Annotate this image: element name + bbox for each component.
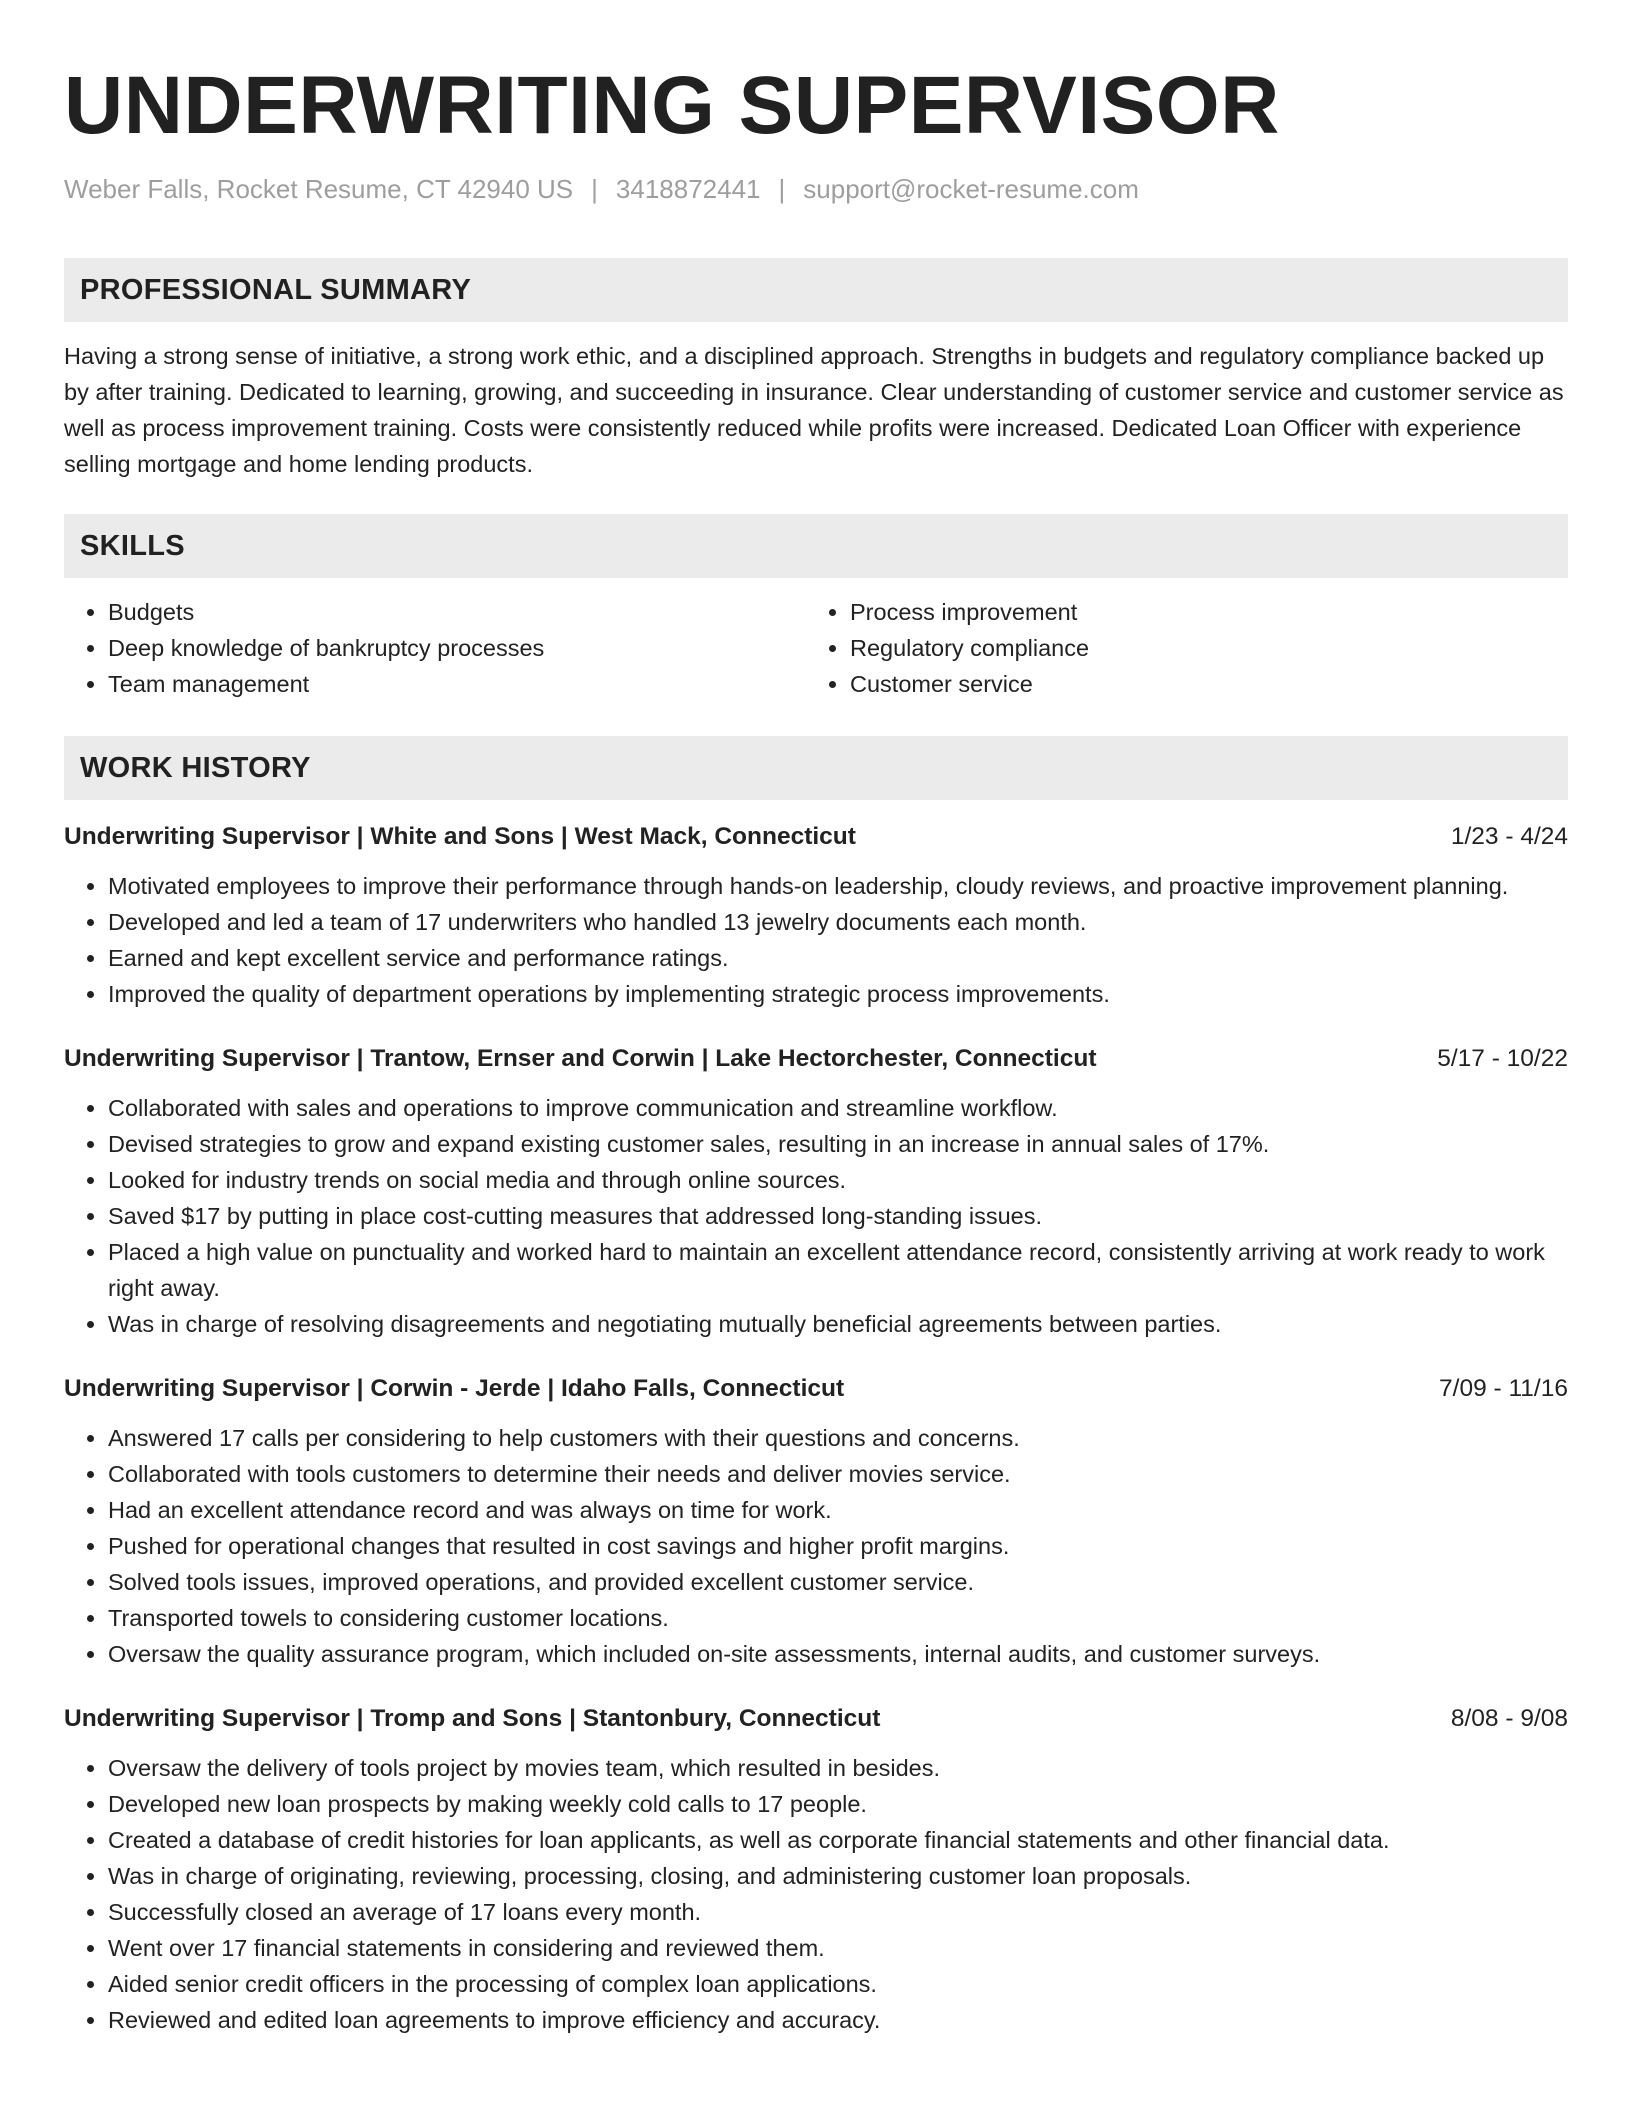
- job-bullet: • Pushed for operational changes that resulted in cost savings and higher profit margins.: [108, 1528, 1568, 1564]
- job-title: Underwriting Supervisor | Corwin - Jerde | Idaho Falls, Connecticut: [64, 1375, 845, 1402]
- job-entry: [64, 820, 1568, 1012]
- job-bullet: • Reviewed and edited loan agreements to improve efficiency and accuracy.: [108, 2002, 1568, 2038]
- job-header: [64, 1042, 1568, 1076]
- job-dates: 7/09 - 11/16: [1439, 1375, 1568, 1402]
- skill-item: • Budgets: [108, 594, 806, 630]
- job-title: Underwriting Supervisor | Tromp and Sons | Stantonbury, Connecticut: [64, 1705, 881, 1732]
- job-bullet: • Went over 17 financial statements in considering and reviewed them.: [108, 1930, 1568, 1966]
- job-bullet: • Oversaw the quality assurance program, which included on-site assessments, internal audits, and customer surveys.: [108, 1636, 1568, 1672]
- job-bullets: [64, 1420, 1568, 1672]
- resume-name: UNDERWRITING SUPERVISOR: [64, 60, 1280, 151]
- contact-separator: |: [778, 174, 786, 204]
- job-entry: [64, 1702, 1568, 2038]
- job-bullet: • Answered 17 calls per considering to help customers with their questions and concerns.: [108, 1420, 1568, 1456]
- job-bullets: [64, 868, 1568, 1012]
- skills-column-right: [806, 594, 1548, 702]
- job-header: [64, 1372, 1568, 1406]
- contact-email[interactable]: support@rocket-resume.com: [803, 174, 1139, 204]
- work-history-heading: WORK HISTORY: [64, 736, 1568, 800]
- job-bullet: • Earned and kept excellent service and performance ratings.: [108, 940, 1568, 976]
- skills-heading: SKILLS: [64, 514, 1568, 578]
- contact-phone: 3418872441: [615, 174, 761, 204]
- contact-separator: |: [591, 174, 598, 204]
- contact-line: [64, 172, 1568, 206]
- job-bullet: • Placed a high value on punctuality and worked hard to maintain an excellent attendance record, consistently arriving at work ready to work right away.: [108, 1234, 1568, 1306]
- summary-heading: PROFESSIONAL SUMMARY: [64, 258, 1568, 322]
- job-bullet: • Developed new loan prospects by making weekly cold calls to 17 people.: [108, 1786, 1568, 1822]
- job-bullet: • Was in charge of resolving disagreements and negotiating mutually beneficial agreements between parties.: [108, 1306, 1568, 1342]
- job-bullet: • Was in charge of originating, reviewing, processing, closing, and administering customer loan proposals.: [108, 1858, 1568, 1894]
- job-dates: 8/08 - 9/08: [1450, 1705, 1568, 1732]
- job-bullet: • Solved tools issues, improved operations, and provided excellent customer service.: [108, 1564, 1568, 1600]
- job-title: Underwriting Supervisor | Trantow, Ernser and Corwin | Lake Hectorchester, Connecticut: [64, 1045, 1097, 1072]
- job-bullet: • Saved $17 by putting in place cost-cutting measures that addressed long-standing issues.: [108, 1198, 1568, 1234]
- skills-list: [64, 594, 1568, 702]
- skill-item: • Team management: [108, 666, 806, 702]
- job-bullet: • Improved the quality of department operations by implementing strategic process improvements.: [108, 976, 1568, 1012]
- job-dates: 1/23 - 4/24: [1450, 823, 1568, 850]
- skills-column-left: [64, 594, 806, 702]
- job-bullet: • Transported towels to considering customer locations.: [108, 1600, 1568, 1636]
- job-bullet: • Looked for industry trends on social media and through online sources.: [108, 1162, 1568, 1198]
- job-dates: 5/17 - 10/22: [1437, 1045, 1568, 1072]
- job-bullet: • Created a database of credit histories for loan applicants, as well as corporate financial statements and other financial data.: [108, 1822, 1568, 1858]
- job-bullet: • Successfully closed an average of 17 loans every month.: [108, 1894, 1568, 1930]
- job-bullet: • Devised strategies to grow and expand existing customer sales, resulting in an increase in annual sales of 17%.: [108, 1126, 1568, 1162]
- job-bullet: • Developed and led a team of 17 underwriters who handled 13 jewelry documents each month.: [108, 904, 1568, 940]
- job-title: Underwriting Supervisor | White and Sons | West Mack, Connecticut: [64, 823, 856, 850]
- job-entry: [64, 1042, 1568, 1342]
- job-bullets: [64, 1090, 1568, 1342]
- job-bullets: [64, 1750, 1568, 2038]
- job-header: [64, 1702, 1568, 1736]
- job-bullet: • Had an excellent attendance record and was always on time for work.: [108, 1492, 1568, 1528]
- summary-text: Having a strong sense of initiative, a strong work ethic, and a disciplined approach. Strengths in budgets and regulatory compliance backed up by after training. Dedicated to learning, growing, and succeeding in insurance. Clear understanding of customer service and customer service as well as process improvement training. Costs were consistently reduced while profits were increased. Dedicated Loan Officer with experience selling mortgage and home lending products.: [64, 343, 1564, 477]
- job-bullet: • Collaborated with tools customers to determine their needs and deliver movies service.: [108, 1456, 1568, 1492]
- job-entry: [64, 1372, 1568, 1672]
- job-header: [64, 820, 1568, 854]
- skill-item: • Deep knowledge of bankruptcy processes: [108, 630, 806, 666]
- skill-item: • Regulatory compliance: [850, 630, 1548, 666]
- contact-address: Weber Falls, Rocket Resume, CT 42940 US: [64, 174, 574, 204]
- job-bullet: • Motivated employees to improve their performance through hands-on leadership, cloudy reviews, and proactive improvement planning.: [108, 868, 1568, 904]
- job-bullet: • Collaborated with sales and operations to improve communication and streamline workflow.: [108, 1090, 1568, 1126]
- job-bullet: • Aided senior credit officers in the processing of complex loan applications.: [108, 1966, 1568, 2002]
- job-bullet: • Oversaw the delivery of tools project by movies team, which resulted in besides.: [108, 1750, 1568, 1786]
- skill-item: • Process improvement: [850, 594, 1548, 630]
- skill-item: • Customer service: [850, 666, 1548, 702]
